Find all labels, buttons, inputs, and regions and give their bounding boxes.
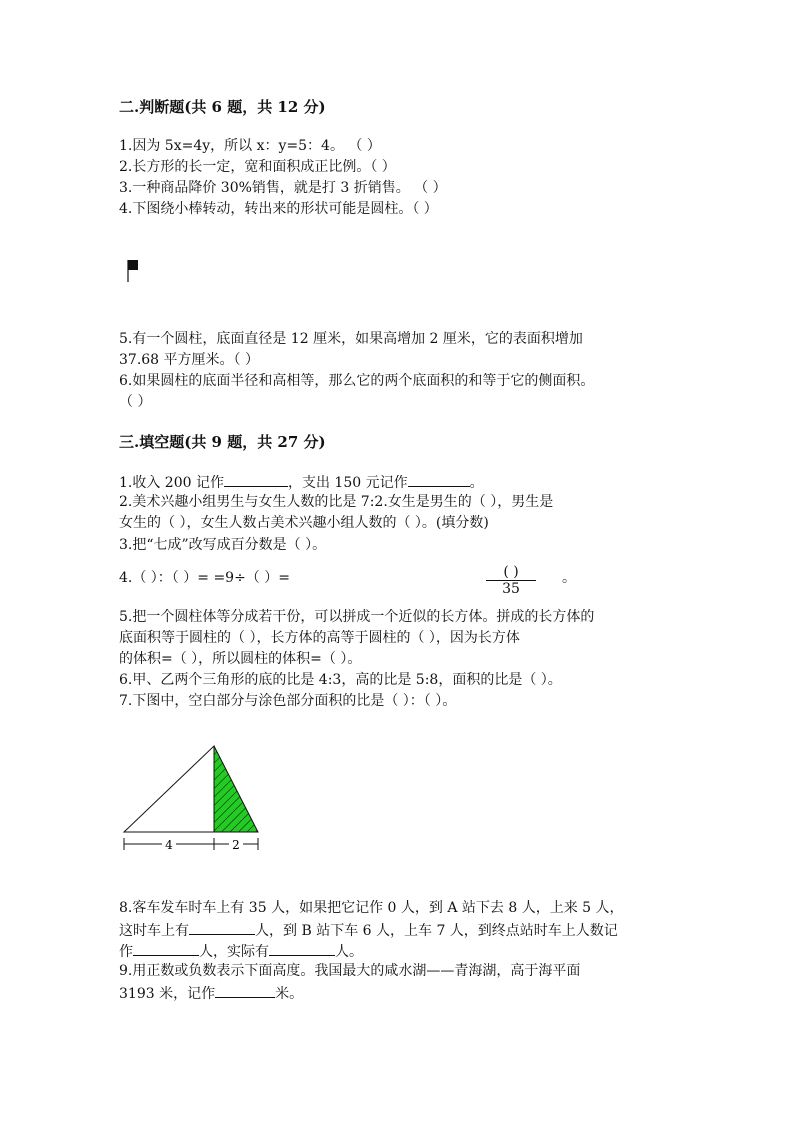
fill-q5-line1: 5.把一个圆柱体等分成若干份，可以拼成一个近似的长方体。拼成的长方体的 bbox=[119, 609, 595, 625]
fill-q1 bbox=[119, 472, 484, 492]
section3-title: 三.填空题(共 9 题，共 27 分) bbox=[119, 433, 326, 451]
fraction-numerator[interactable]: ( ) bbox=[486, 564, 536, 581]
fill-q9-line2 bbox=[119, 983, 303, 1003]
fill-q1-blank-1[interactable] bbox=[224, 472, 288, 487]
flag-rectangle bbox=[128, 260, 138, 270]
fill-q8-text-b: 人，到 B 站下车 6 人，上车 7 人，到终点站时车上人数记 bbox=[255, 923, 618, 939]
fill-q9-blank[interactable] bbox=[215, 983, 275, 998]
fill-q8-blank-3[interactable] bbox=[269, 941, 335, 956]
fill-q8-text-d: 人，实际有 bbox=[199, 944, 269, 960]
triangle-figure bbox=[118, 740, 268, 858]
label-length-4: 4 bbox=[165, 838, 173, 852]
judge-q5-line2: 37.68 平方厘米。（ ） bbox=[119, 352, 259, 368]
fill-q8-text-e: 人。 bbox=[335, 944, 363, 960]
fill-q7: 7.下图中，空白部分与涂色部分面积的比是（ ）：（ ）。 bbox=[119, 693, 457, 709]
judge-q6-line1: 6.如果圆柱的底面半径和高相等，那么它的两个底面积的和等于它的侧面积。 bbox=[119, 373, 595, 389]
fill-q8-blank-1[interactable] bbox=[189, 920, 255, 935]
fill-q8-line2 bbox=[119, 920, 618, 940]
fill-q8-line3 bbox=[119, 941, 363, 961]
judge-q5-line1: 5.有一个圆柱，底面直径是 12 厘米，如果高增加 2 厘米，它的表面积增加 bbox=[119, 331, 583, 347]
shaded-triangle bbox=[214, 746, 258, 832]
fill-q3: 3.把“七成”改写成百分数是（ ）。 bbox=[119, 537, 327, 553]
fill-q5-line3: 的体积=（ ），所以圆柱的体积=（ ）。 bbox=[119, 651, 362, 667]
fill-q4: 4.（ ）：（ ）= =9÷（ ）= bbox=[119, 570, 290, 586]
judge-q2: 2.长方形的长一定，宽和面积成正比例。（ ） bbox=[119, 159, 396, 175]
fill-q2-line2: 女生的（ ），女生人数占美术兴趣小组人数的（ ）。(填分数) bbox=[119, 515, 489, 531]
blank-triangle bbox=[124, 746, 214, 832]
section2-title: 二.判断题(共 6 题，共 12 分) bbox=[119, 98, 326, 116]
fill-q9-line1: 9.用正数或负数表示下面高度。我国最大的咸水湖——青海湖，高于海平面 bbox=[119, 963, 581, 979]
fill-q5-line2: 底面积等于圆柱的（ ），长方体的高等于圆柱的（ ），因为长方体 bbox=[119, 630, 520, 646]
fill-q8-text-c: 作 bbox=[119, 944, 133, 960]
fill-q9-text-b: 米。 bbox=[275, 986, 304, 1002]
fill-q1-text-c: 。 bbox=[469, 475, 484, 491]
fraction-denominator: 35 bbox=[502, 581, 520, 597]
fill-q4-end: 。 bbox=[562, 570, 576, 586]
label-length-2: 2 bbox=[232, 838, 240, 852]
fill-q1-text-b: ，支出 150 元记作 bbox=[287, 475, 408, 491]
judge-q4: 4.下图绕小棒转动，转出来的形状可能是圆柱。（ ） bbox=[119, 201, 438, 217]
judge-q1: 1.因为 5x=4y，所以 x：y=5：4。 （ ） bbox=[119, 138, 381, 154]
fill-q1-text-a: 1.收入 200 记作 bbox=[119, 475, 224, 491]
fill-q9-text-a: 3193 米，记作 bbox=[119, 986, 216, 1002]
fill-q6: 6.甲、乙两个三角形的底的比是 4:3，高的比是 5:8，面积的比是（ ）。 bbox=[119, 672, 562, 688]
flag-figure bbox=[126, 258, 142, 284]
judge-q3: 3.一种商品降价 30%销售，就是打 3 折销售。 （ ） bbox=[119, 180, 447, 196]
fill-q8-blank-2[interactable] bbox=[133, 941, 199, 956]
fill-q4-fraction bbox=[486, 564, 536, 597]
fill-q1-blank-2[interactable] bbox=[408, 472, 470, 487]
judge-q6-line2: （ ） bbox=[119, 394, 152, 410]
fill-q2-line1: 2.美术兴趣小组男生与女生人数的比是 7:2.女生是男生的（ ），男生是 bbox=[119, 494, 554, 510]
fill-q8-line1: 8.客车发车时车上有 35 人，如果把它记作 0 人，到 A 站下去 8 人，上来 5 人， bbox=[119, 900, 624, 916]
fill-q8-text-a: 这时车上有 bbox=[119, 923, 189, 939]
